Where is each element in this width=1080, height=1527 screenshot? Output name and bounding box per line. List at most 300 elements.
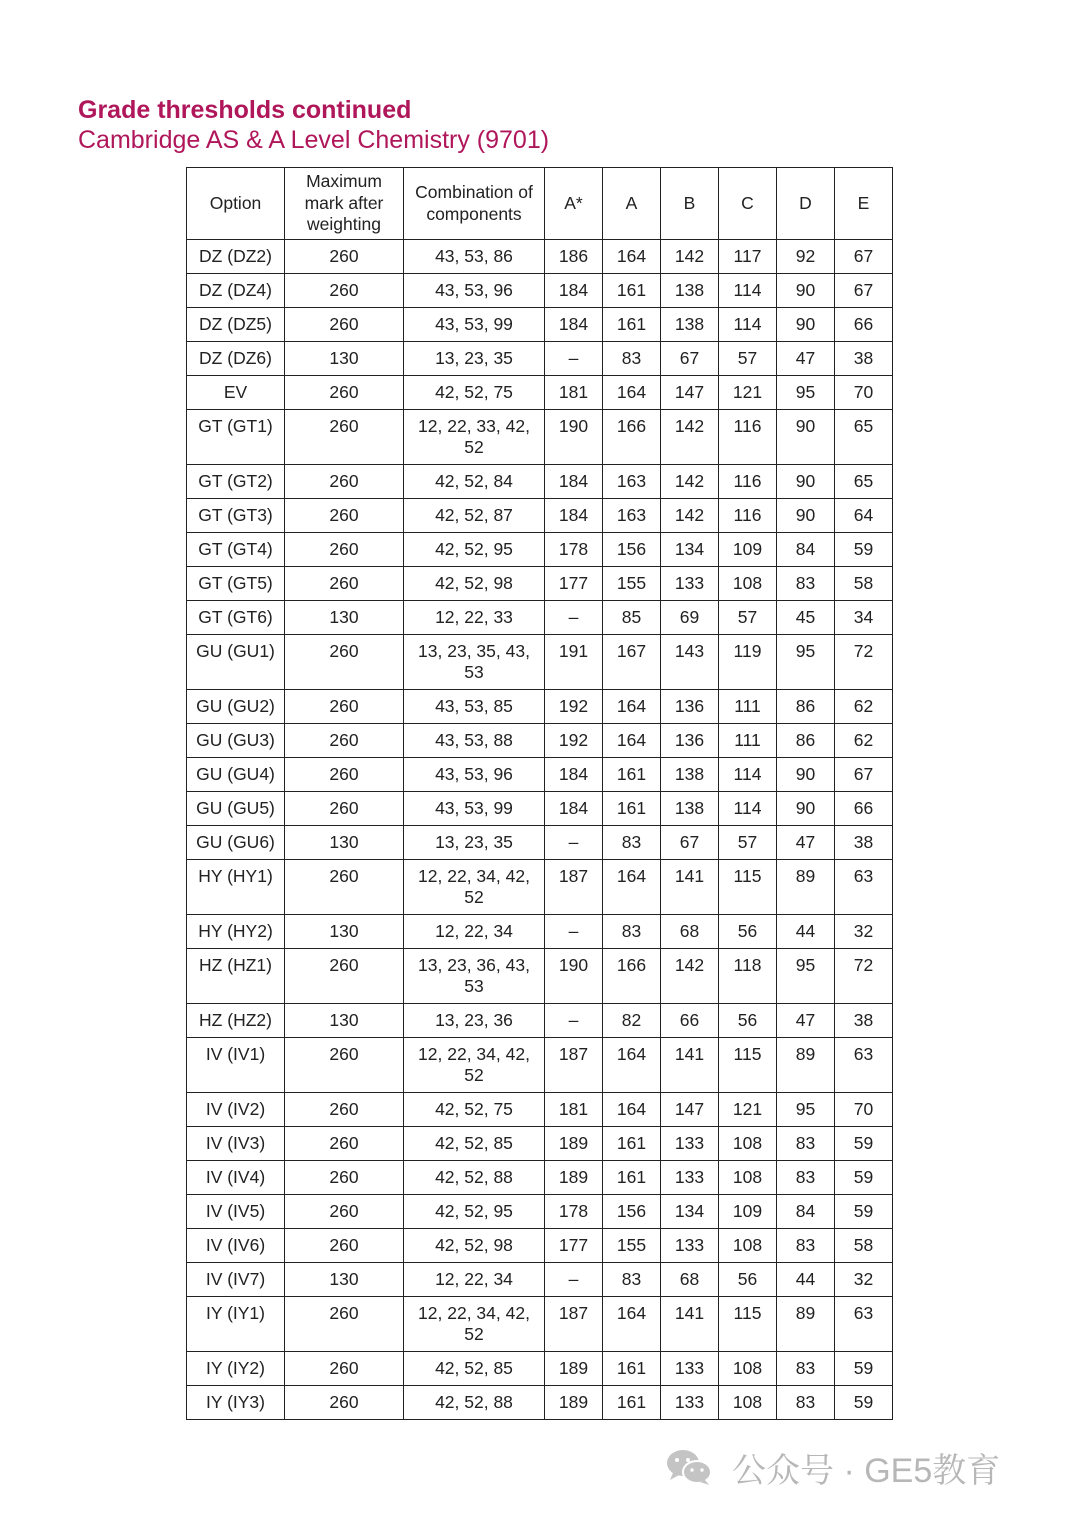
cell-grade-a: 161 (603, 1161, 661, 1195)
cell-grade-d: 95 (777, 1093, 835, 1127)
cell-combination: 42, 52, 75 (404, 1093, 545, 1127)
table-row (187, 826, 893, 860)
cell-option: IY (IY3) (187, 1386, 285, 1420)
cell-grade-e: 58 (835, 567, 893, 601)
cell-grade-c: 56 (719, 1263, 777, 1297)
cell-grade-a: 156 (603, 533, 661, 567)
cell-grade-d: 45 (777, 601, 835, 635)
cell-grade-e: 70 (835, 1093, 893, 1127)
cell-maximum-mark: 130 (285, 342, 404, 376)
table-row (187, 949, 893, 1004)
table-row (187, 274, 893, 308)
cell-maximum-mark: 260 (285, 792, 404, 826)
cell-grade-b: 141 (661, 1297, 719, 1352)
cell-combination: 13, 23, 35 (404, 826, 545, 860)
page-heading (78, 96, 549, 155)
cell-option: GT (GT6) (187, 601, 285, 635)
cell-grade-e: 59 (835, 533, 893, 567)
cell-grade-a-star: 177 (545, 567, 603, 601)
cell-grade-e: 38 (835, 826, 893, 860)
cell-grade-b: 133 (661, 1352, 719, 1386)
cell-grade-b: 142 (661, 499, 719, 533)
table-row (187, 1229, 893, 1263)
cell-grade-b: 142 (661, 240, 719, 274)
cell-combination: 13, 23, 36 (404, 1004, 545, 1038)
cell-grade-d: 86 (777, 690, 835, 724)
cell-grade-b: 133 (661, 567, 719, 601)
cell-grade-d: 92 (777, 240, 835, 274)
cell-maximum-mark: 260 (285, 240, 404, 274)
cell-combination: 43, 53, 88 (404, 724, 545, 758)
table-row (187, 792, 893, 826)
cell-grade-c: 108 (719, 1127, 777, 1161)
cell-option: IV (IV3) (187, 1127, 285, 1161)
cell-grade-b: 147 (661, 376, 719, 410)
cell-option: IY (IY1) (187, 1297, 285, 1352)
cell-grade-a: 163 (603, 499, 661, 533)
cell-combination: 12, 22, 34, 42, 52 (404, 1038, 545, 1093)
cell-grade-a: 164 (603, 860, 661, 915)
cell-combination: 42, 52, 95 (404, 1195, 545, 1229)
cell-grade-a: 164 (603, 1093, 661, 1127)
table-row (187, 635, 893, 690)
table-row (187, 1127, 893, 1161)
cell-option: GU (GU2) (187, 690, 285, 724)
cell-grade-c: 108 (719, 1352, 777, 1386)
cell-grade-a: 164 (603, 240, 661, 274)
cell-grade-b: 133 (661, 1229, 719, 1263)
page-title: Grade thresholds continued (78, 96, 412, 124)
table-row (187, 567, 893, 601)
cell-grade-a: 164 (603, 724, 661, 758)
cell-grade-a-star: – (545, 601, 603, 635)
cell-grade-e: 38 (835, 1004, 893, 1038)
cell-grade-c: 111 (719, 724, 777, 758)
cell-combination: 42, 52, 84 (404, 465, 545, 499)
cell-maximum-mark: 260 (285, 1038, 404, 1093)
header-grade-a-star: A* (545, 168, 603, 240)
cell-combination: 12, 22, 34, 42, 52 (404, 1297, 545, 1352)
cell-grade-b: 141 (661, 860, 719, 915)
cell-grade-d: 83 (777, 1386, 835, 1420)
table-row (187, 376, 893, 410)
cell-combination: 12, 22, 33, 42, 52 (404, 410, 545, 465)
cell-grade-b: 138 (661, 274, 719, 308)
wechat-icon (664, 1447, 714, 1487)
cell-option: GU (GU4) (187, 758, 285, 792)
table-row (187, 533, 893, 567)
table-row (187, 1038, 893, 1093)
cell-grade-a: 164 (603, 1038, 661, 1093)
cell-grade-c: 111 (719, 690, 777, 724)
cell-grade-b: 143 (661, 635, 719, 690)
cell-maximum-mark: 260 (285, 1352, 404, 1386)
table-row (187, 601, 893, 635)
cell-grade-d: 95 (777, 376, 835, 410)
cell-grade-e: 70 (835, 376, 893, 410)
cell-grade-a-star: 184 (545, 274, 603, 308)
cell-grade-e: 65 (835, 465, 893, 499)
cell-combination: 42, 52, 95 (404, 533, 545, 567)
cell-grade-c: 119 (719, 635, 777, 690)
cell-grade-e: 32 (835, 1263, 893, 1297)
header-grade-c: C (719, 168, 777, 240)
cell-grade-c: 56 (719, 915, 777, 949)
table-row (187, 915, 893, 949)
table-row (187, 499, 893, 533)
cell-grade-c: 121 (719, 1093, 777, 1127)
cell-option: IV (IV2) (187, 1093, 285, 1127)
cell-grade-a: 155 (603, 567, 661, 601)
cell-grade-d: 83 (777, 1229, 835, 1263)
cell-grade-e: 62 (835, 724, 893, 758)
table-row (187, 240, 893, 274)
cell-grade-b: 138 (661, 308, 719, 342)
cell-grade-a-star: 189 (545, 1161, 603, 1195)
cell-grade-b: 68 (661, 1263, 719, 1297)
cell-grade-a-star: 184 (545, 792, 603, 826)
cell-grade-a-star: 191 (545, 635, 603, 690)
cell-maximum-mark: 260 (285, 758, 404, 792)
cell-grade-e: 58 (835, 1229, 893, 1263)
cell-option: IV (IV7) (187, 1263, 285, 1297)
cell-combination: 43, 53, 99 (404, 792, 545, 826)
cell-combination: 12, 22, 34 (404, 915, 545, 949)
cell-grade-a-star: 184 (545, 499, 603, 533)
table-row (187, 1093, 893, 1127)
cell-combination: 43, 53, 85 (404, 690, 545, 724)
cell-grade-a-star: – (545, 1263, 603, 1297)
cell-option: IV (IV6) (187, 1229, 285, 1263)
cell-grade-e: 59 (835, 1352, 893, 1386)
header-option: Option (187, 168, 285, 240)
cell-grade-a-star: 189 (545, 1352, 603, 1386)
cell-maximum-mark: 260 (285, 635, 404, 690)
cell-grade-a: 85 (603, 601, 661, 635)
cell-grade-a: 164 (603, 690, 661, 724)
table-row (187, 724, 893, 758)
cell-grade-d: 89 (777, 1297, 835, 1352)
cell-grade-e: 67 (835, 240, 893, 274)
cell-grade-c: 116 (719, 465, 777, 499)
cell-grade-a-star: 187 (545, 1038, 603, 1093)
table-row (187, 1352, 893, 1386)
cell-option: GU (GU6) (187, 826, 285, 860)
cell-grade-a: 161 (603, 1386, 661, 1420)
cell-grade-e: 62 (835, 690, 893, 724)
cell-grade-d: 89 (777, 860, 835, 915)
cell-maximum-mark: 260 (285, 949, 404, 1004)
cell-grade-d: 84 (777, 533, 835, 567)
cell-grade-c: 114 (719, 308, 777, 342)
cell-grade-d: 83 (777, 1127, 835, 1161)
cell-grade-b: 133 (661, 1127, 719, 1161)
cell-combination: 42, 52, 75 (404, 376, 545, 410)
header-grade-e: E (835, 168, 893, 240)
cell-grade-b: 136 (661, 724, 719, 758)
cell-grade-d: 44 (777, 1263, 835, 1297)
cell-option: GT (GT4) (187, 533, 285, 567)
cell-grade-b: 142 (661, 410, 719, 465)
cell-maximum-mark: 260 (285, 690, 404, 724)
cell-maximum-mark: 260 (285, 308, 404, 342)
cell-grade-d: 90 (777, 758, 835, 792)
cell-grade-b: 142 (661, 465, 719, 499)
cell-grade-b: 141 (661, 1038, 719, 1093)
cell-option: GU (GU1) (187, 635, 285, 690)
table-row (187, 410, 893, 465)
cell-grade-e: 72 (835, 635, 893, 690)
cell-grade-a-star: 189 (545, 1127, 603, 1161)
cell-grade-a: 83 (603, 342, 661, 376)
cell-combination: 13, 23, 36, 43, 53 (404, 949, 545, 1004)
cell-grade-a-star: 184 (545, 758, 603, 792)
table-row (187, 308, 893, 342)
cell-grade-b: 133 (661, 1161, 719, 1195)
cell-grade-b: 142 (661, 949, 719, 1004)
cell-grade-c: 115 (719, 1297, 777, 1352)
cell-option: DZ (DZ6) (187, 342, 285, 376)
header-grade-a: A (603, 168, 661, 240)
cell-grade-d: 95 (777, 949, 835, 1004)
cell-grade-e: 65 (835, 410, 893, 465)
cell-grade-a-star: 181 (545, 1093, 603, 1127)
cell-option: HY (HY2) (187, 915, 285, 949)
cell-option: DZ (DZ2) (187, 240, 285, 274)
cell-grade-d: 90 (777, 410, 835, 465)
cell-option: EV (187, 376, 285, 410)
table-row (187, 1263, 893, 1297)
cell-grade-b: 67 (661, 826, 719, 860)
cell-maximum-mark: 260 (285, 1386, 404, 1420)
cell-combination: 43, 53, 99 (404, 308, 545, 342)
cell-combination: 12, 22, 34 (404, 1263, 545, 1297)
cell-grade-e: 59 (835, 1127, 893, 1161)
cell-maximum-mark: 260 (285, 499, 404, 533)
cell-grade-a-star: 187 (545, 1297, 603, 1352)
cell-grade-c: 57 (719, 601, 777, 635)
cell-option: GT (GT3) (187, 499, 285, 533)
cell-option: IY (IY2) (187, 1352, 285, 1386)
cell-combination: 13, 23, 35, 43, 53 (404, 635, 545, 690)
cell-maximum-mark: 260 (285, 533, 404, 567)
cell-grade-e: 72 (835, 949, 893, 1004)
cell-option: HZ (HZ2) (187, 1004, 285, 1038)
cell-combination: 43, 53, 96 (404, 274, 545, 308)
cell-grade-b: 67 (661, 342, 719, 376)
cell-grade-a: 83 (603, 1263, 661, 1297)
cell-grade-e: 59 (835, 1195, 893, 1229)
cell-grade-d: 86 (777, 724, 835, 758)
cell-combination: 42, 52, 85 (404, 1127, 545, 1161)
cell-grade-a: 167 (603, 635, 661, 690)
cell-grade-d: 44 (777, 915, 835, 949)
cell-grade-b: 134 (661, 533, 719, 567)
cell-grade-c: 116 (719, 410, 777, 465)
cell-option: GU (GU5) (187, 792, 285, 826)
cell-maximum-mark: 260 (285, 567, 404, 601)
cell-grade-a-star: 187 (545, 860, 603, 915)
cell-grade-b: 138 (661, 758, 719, 792)
cell-grade-c: 109 (719, 533, 777, 567)
cell-grade-a-star: – (545, 1004, 603, 1038)
cell-grade-b: 68 (661, 915, 719, 949)
cell-grade-c: 115 (719, 1038, 777, 1093)
cell-grade-a-star: 178 (545, 533, 603, 567)
cell-grade-a-star: 190 (545, 949, 603, 1004)
cell-combination: 43, 53, 86 (404, 240, 545, 274)
cell-grade-e: 67 (835, 274, 893, 308)
cell-maximum-mark: 130 (285, 826, 404, 860)
cell-option: GT (GT5) (187, 567, 285, 601)
cell-grade-e: 34 (835, 601, 893, 635)
cell-grade-c: 57 (719, 342, 777, 376)
cell-combination: 42, 52, 98 (404, 1229, 545, 1263)
cell-grade-a-star: – (545, 342, 603, 376)
cell-maximum-mark: 260 (285, 860, 404, 915)
cell-grade-a-star: – (545, 915, 603, 949)
cell-grade-a: 161 (603, 758, 661, 792)
cell-grade-a-star: 184 (545, 308, 603, 342)
cell-grade-a-star: 178 (545, 1195, 603, 1229)
cell-grade-e: 63 (835, 1038, 893, 1093)
cell-option: HY (HY1) (187, 860, 285, 915)
cell-combination: 42, 52, 85 (404, 1352, 545, 1386)
cell-grade-a-star: 177 (545, 1229, 603, 1263)
cell-option: IV (IV1) (187, 1038, 285, 1093)
cell-maximum-mark: 260 (285, 465, 404, 499)
cell-grade-a-star: 189 (545, 1386, 603, 1420)
cell-grade-c: 114 (719, 758, 777, 792)
cell-grade-e: 66 (835, 792, 893, 826)
cell-maximum-mark: 260 (285, 1093, 404, 1127)
table-row (187, 758, 893, 792)
cell-grade-c: 116 (719, 499, 777, 533)
watermark (664, 1444, 1000, 1490)
cell-grade-a: 163 (603, 465, 661, 499)
cell-grade-c: 117 (719, 240, 777, 274)
cell-maximum-mark: 260 (285, 724, 404, 758)
cell-grade-a-star: 190 (545, 410, 603, 465)
cell-grade-c: 108 (719, 1161, 777, 1195)
cell-grade-a: 161 (603, 1352, 661, 1386)
cell-grade-b: 138 (661, 792, 719, 826)
cell-grade-e: 63 (835, 1297, 893, 1352)
cell-grade-d: 47 (777, 1004, 835, 1038)
cell-grade-e: 64 (835, 499, 893, 533)
cell-grade-c: 108 (719, 567, 777, 601)
grade-thresholds-table (186, 167, 893, 1420)
cell-option: IV (IV5) (187, 1195, 285, 1229)
cell-maximum-mark: 130 (285, 1263, 404, 1297)
table-row (187, 1004, 893, 1038)
cell-combination: 13, 23, 35 (404, 342, 545, 376)
cell-grade-c: 115 (719, 860, 777, 915)
cell-grade-a: 82 (603, 1004, 661, 1038)
cell-grade-d: 83 (777, 567, 835, 601)
table-row (187, 1297, 893, 1352)
cell-grade-d: 84 (777, 1195, 835, 1229)
cell-grade-d: 47 (777, 342, 835, 376)
cell-grade-e: 63 (835, 860, 893, 915)
cell-grade-a: 164 (603, 376, 661, 410)
table-header-row (187, 168, 893, 240)
cell-grade-a-star: – (545, 826, 603, 860)
cell-grade-c: 114 (719, 792, 777, 826)
cell-combination: 42, 52, 87 (404, 499, 545, 533)
cell-combination: 12, 22, 33 (404, 601, 545, 635)
cell-combination: 42, 52, 98 (404, 567, 545, 601)
cell-grade-d: 83 (777, 1352, 835, 1386)
table-row (187, 690, 893, 724)
page-subtitle: Cambridge AS & A Level Chemistry (9701) (78, 125, 550, 154)
cell-grade-c: 56 (719, 1004, 777, 1038)
cell-combination: 43, 53, 96 (404, 758, 545, 792)
cell-grade-b: 69 (661, 601, 719, 635)
cell-grade-d: 89 (777, 1038, 835, 1093)
cell-grade-d: 95 (777, 635, 835, 690)
cell-grade-b: 133 (661, 1386, 719, 1420)
cell-maximum-mark: 260 (285, 376, 404, 410)
cell-grade-a-star: 181 (545, 376, 603, 410)
cell-grade-d: 83 (777, 1161, 835, 1195)
cell-grade-e: 38 (835, 342, 893, 376)
cell-grade-d: 90 (777, 308, 835, 342)
cell-grade-c: 118 (719, 949, 777, 1004)
cell-maximum-mark: 260 (285, 1127, 404, 1161)
cell-grade-a: 156 (603, 1195, 661, 1229)
cell-grade-b: 147 (661, 1093, 719, 1127)
cell-maximum-mark: 260 (285, 410, 404, 465)
cell-grade-a: 161 (603, 792, 661, 826)
cell-combination: 12, 22, 34, 42, 52 (404, 860, 545, 915)
cell-grade-d: 90 (777, 792, 835, 826)
table-row (187, 1386, 893, 1420)
cell-grade-c: 108 (719, 1229, 777, 1263)
cell-grade-a: 161 (603, 1127, 661, 1161)
cell-grade-a: 155 (603, 1229, 661, 1263)
cell-option: DZ (DZ4) (187, 274, 285, 308)
cell-grade-c: 121 (719, 376, 777, 410)
cell-grade-a-star: 184 (545, 465, 603, 499)
cell-grade-b: 134 (661, 1195, 719, 1229)
cell-grade-e: 32 (835, 915, 893, 949)
cell-maximum-mark: 130 (285, 1004, 404, 1038)
cell-grade-b: 66 (661, 1004, 719, 1038)
cell-maximum-mark: 260 (285, 1195, 404, 1229)
cell-grade-e: 59 (835, 1161, 893, 1195)
cell-grade-a: 83 (603, 826, 661, 860)
table-row (187, 1161, 893, 1195)
cell-grade-a-star: 192 (545, 724, 603, 758)
cell-grade-c: 109 (719, 1195, 777, 1229)
table-row (187, 860, 893, 915)
header-grade-d: D (777, 168, 835, 240)
cell-grade-a: 161 (603, 274, 661, 308)
cell-grade-d: 90 (777, 465, 835, 499)
header-maximum-mark: Maximum mark after weighting (285, 168, 404, 240)
cell-grade-a-star: 192 (545, 690, 603, 724)
cell-grade-a-star: 186 (545, 240, 603, 274)
table-body (187, 240, 893, 1420)
cell-grade-a: 161 (603, 308, 661, 342)
table-row (187, 342, 893, 376)
cell-option: IV (IV4) (187, 1161, 285, 1195)
cell-grade-e: 59 (835, 1386, 893, 1420)
watermark-text: 公众号 · GE5教育 (732, 1451, 1001, 1490)
cell-grade-a: 83 (603, 915, 661, 949)
table-row (187, 465, 893, 499)
